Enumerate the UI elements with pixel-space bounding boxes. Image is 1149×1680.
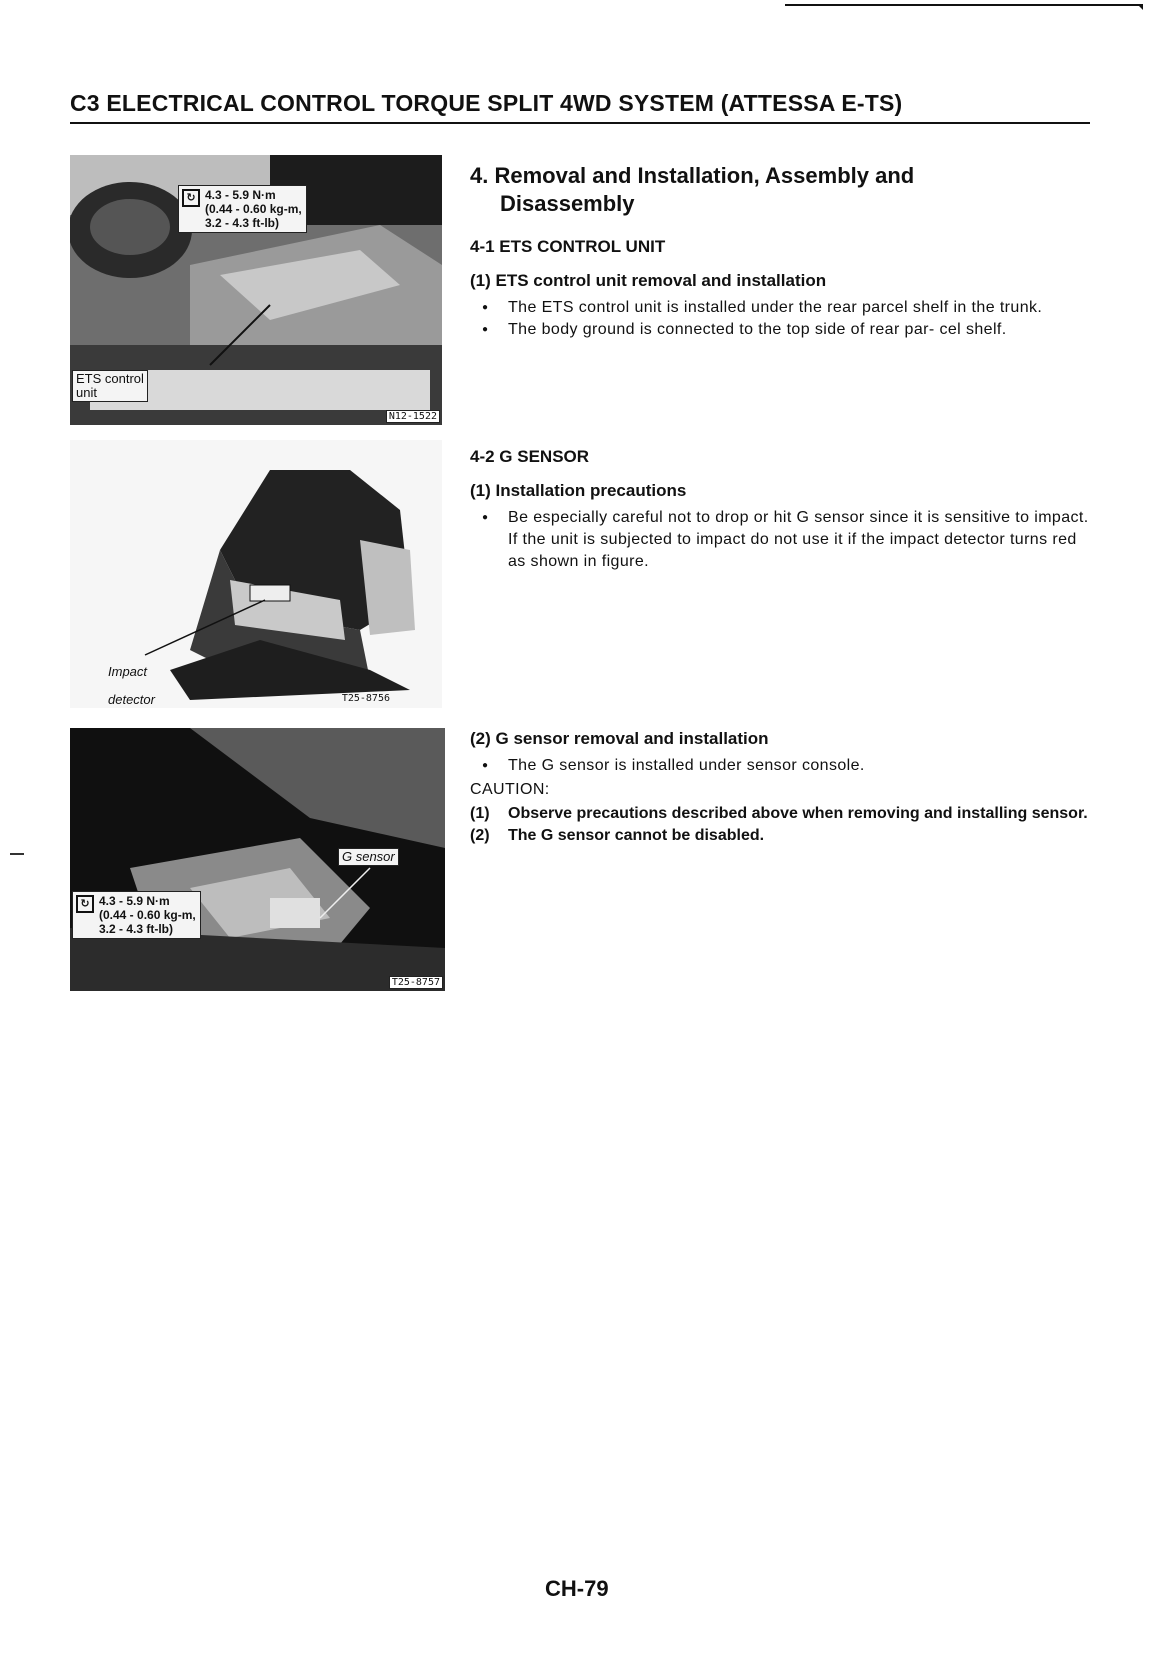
torque-wrench-icon: ↻: [76, 895, 94, 913]
impact-detector-label-line2: detector: [108, 692, 155, 707]
top-rule: [785, 4, 1143, 6]
caution-label: CAUTION:: [470, 781, 550, 798]
caution-text: Observe precautions described above when removing and installing sensor.: [508, 805, 1088, 822]
bullet-item: ● Be especially careful not to drop or hit G sensor since it is sensitive to impact. If the unit is subjected to impact do not use it if the impact detector turns red as shown in figure.: [470, 507, 1095, 573]
g-sensor-section: [470, 447, 1095, 573]
torque-spec-line: 3.2 - 4.3 ft-lb): [205, 216, 280, 230]
torque-spec-line: 3.2 - 4.3 ft-lb): [99, 922, 174, 936]
step-heading: (1) Installation precautions: [470, 481, 687, 500]
caution-number: (1): [470, 805, 490, 822]
step-heading: (2) G sensor removal and installation: [470, 729, 769, 748]
impact-detector-label: [105, 650, 158, 708]
subsection-heading: 4-2 G SENSOR: [470, 447, 590, 466]
torque-spec-line: 4.3 - 5.9 N·m: [205, 188, 276, 202]
caution-text: The G sensor cannot be disabled.: [508, 827, 765, 844]
figure-code: T25-8756: [341, 693, 390, 704]
torque-wrench-icon: ↻: [182, 189, 200, 207]
caution-number: (2): [470, 827, 490, 844]
page-number: CH-79: [545, 1576, 609, 1601]
step-heading: (1) ETS control unit removal and installation: [470, 271, 827, 290]
caution-item: [470, 803, 1095, 825]
bullet-item: ● The G sensor is installed under sensor console.: [470, 755, 1095, 777]
impact-detector-label-line1: Impact: [108, 664, 148, 679]
figure-g-sensor-installation: [70, 728, 445, 991]
figure-g-sensor-impact-detector: [70, 440, 442, 708]
ets-control-unit-section: [470, 237, 1095, 341]
section-title-line1: 4. Removal and Installation, Assembly and: [470, 163, 915, 188]
g-sensor-label: G sensor: [338, 848, 399, 866]
caution-item: [470, 825, 1095, 847]
bullet-item: ● The ETS control unit is installed under the rear parcel shelf in the trunk.: [470, 297, 1095, 319]
torque-spec-line: (0.44 - 0.60 kg-m,: [205, 202, 302, 216]
torque-spec-box: [72, 891, 201, 939]
torque-spec-line: (0.44 - 0.60 kg-m,: [99, 908, 196, 922]
g-sensor-removal-section: [470, 729, 1095, 847]
page-header-title: C3 ELECTRICAL CONTROL TORQUE SPLIT 4WD SYSTEM (ATTESSA E-TS): [70, 90, 903, 116]
figure-ets-control-unit: [70, 155, 442, 425]
section-title-line2: Disassembly: [500, 191, 635, 216]
bullet-item: ● The body ground is connected to the top side of rear par- cel shelf.: [470, 319, 1095, 341]
header-underline: [70, 122, 1090, 124]
figure-code: T25-8757: [389, 976, 443, 989]
section-4-heading: [470, 162, 1095, 218]
margin-mark: [10, 853, 24, 855]
torque-spec-box: [178, 185, 307, 233]
torque-spec-line: 4.3 - 5.9 N·m: [99, 894, 170, 908]
subsection-heading: 4-1 ETS CONTROL UNIT: [470, 237, 666, 256]
figure-code: N12-1522: [386, 410, 440, 423]
ets-control-unit-label: ETS control unit: [72, 370, 148, 402]
